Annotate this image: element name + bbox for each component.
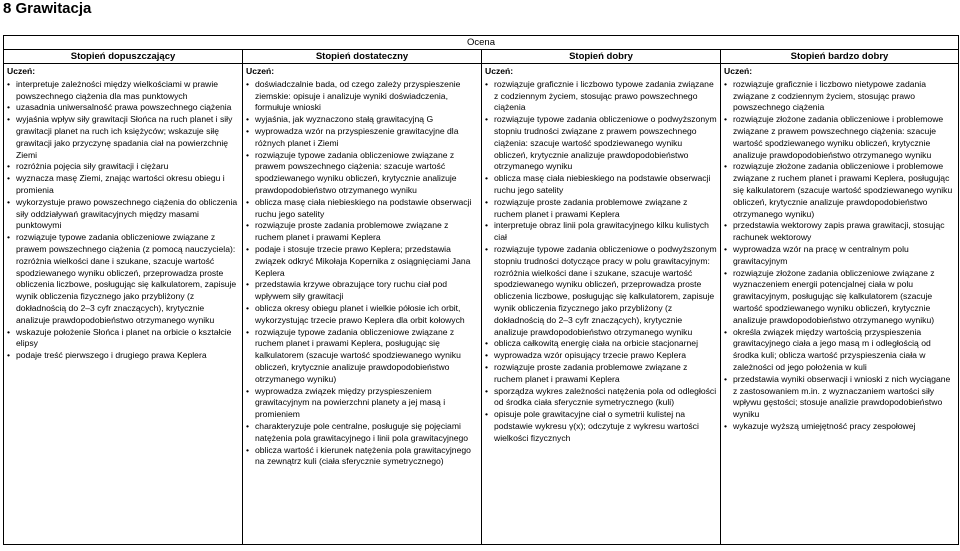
requirement-item: • rozwiązuje graficznie i liczbowo typowe zadania związane z codziennym życiem, stosując prawo powszechnego ciążenia bbox=[485, 79, 717, 114]
requirement-item: • wyjaśnia wpływ siły grawitacji Słońca na ruch planet i siły grawitacji planet na ruch ich księżyców; wskazuje siłę grawitacji jako przyczynę spadania ciał na powierzchnię Ziemi bbox=[7, 114, 239, 161]
requirement-item: • opisuje pole grawitacyjne ciał o symetrii kulistej na podstawie wykresu γ(x); odczytuje z wykresu wartości wielkości fizycznych bbox=[485, 409, 717, 444]
requirement-item: • wyprowadza wzór opisujący trzecie prawo Keplera bbox=[485, 350, 717, 362]
requirements-cell-dostateczny bbox=[243, 64, 482, 545]
requirements-row bbox=[4, 64, 959, 545]
grading-table bbox=[3, 35, 959, 545]
level-header-dostateczny: Stopień dostateczny bbox=[243, 50, 482, 64]
requirement-item: • doświadczalnie bada, od czego zależy przyspieszenie ziemskie: opisuje i analizuje wyniki doświadczenia, formułuje wnioski bbox=[246, 79, 478, 114]
requirement-item: • oblicza masę ciała niebieskiego na podstawie obserwacji ruchu jego satelity bbox=[485, 173, 717, 197]
level-header-dobry: Stopień dobry bbox=[482, 50, 721, 64]
requirements-list bbox=[7, 79, 239, 362]
uczen-label: Uczeń: bbox=[7, 66, 36, 76]
requirement-item: • rozróżnia pojęcia siły grawitacji i ciężaru bbox=[7, 161, 239, 173]
requirement-item: • podaje treść pierwszego i drugiego prawa Keplera bbox=[7, 350, 239, 362]
requirement-item: • sporządza wykres zależności natężenia pola od odległości od środka ciała sferycznie symetrycznego (kuli) bbox=[485, 386, 717, 410]
requirement-item: • wskazuje położenie Słońca i planet na orbicie o kształcie elipsy bbox=[7, 327, 239, 351]
requirement-item: • rozwiązuje złożone zadania obliczeniowe związane z wyznaczeniem energii potencjalnej ciała w polu grawitacyjnym, posługując się kalkulatorem (szacuje wartość spodziewanego wyniku obliczeń, krytycznie analizuje prawdopodobieństwo otrzymanego wyniku) bbox=[724, 268, 955, 327]
requirement-item: • przedstawia wyniki obserwacji i wnioski z nich wyciągane z zastosowaniem m.in. z wyznaczaniem wartości siły wpływu gęstości; stosuje analizie prawdopodobieństwo wyniku bbox=[724, 374, 955, 421]
requirement-item: • rozwiązuje typowe zadania obliczeniowe związane z prawem powszechnego ciążenia (z pomocą nauczyciela): rozróżnia wielkości dane i szukane, szacuje wartość spodziewanego wyniku obliczeń, przeprowadza proste obliczenia liczbowe, posługując się kalkulatorem, zapisuje wynik obliczenia fizycznego jako przybliżony (z dokładnością do 2–3 cyfr znaczących), krytycznie analizuje prawdopodobieństwo otrzymanego wyniku bbox=[7, 232, 239, 326]
ocena-header: Ocena bbox=[4, 36, 959, 50]
requirement-item: • przedstawia wektorowy zapis prawa grawitacji, stosując rachunek wektorowy bbox=[724, 220, 955, 244]
ocena-header-row bbox=[4, 36, 959, 50]
requirement-item: • interpretuje obraz linii pola grawitacyjnego kilku kulistych ciał bbox=[485, 220, 717, 244]
requirement-item: • oblicza całkowitą energię ciała na orbicie stacjonarnej bbox=[485, 338, 717, 350]
requirement-item: • uzasadnia uniwersalność prawa powszechnego ciążenia bbox=[7, 102, 239, 114]
requirements-list bbox=[485, 79, 717, 445]
requirement-item: • wyprowadza związek między przyspieszeniem grawitacyjnym na powierzchni planety a jej masą i promieniem bbox=[246, 386, 478, 421]
requirement-item: • rozwiązuje złożone zadania obliczeniowe i problemowe związane z ruchem planet i prawami Keplera, posługując się kalkulatorem (szacuje wartość spodziewanego wyniku obliczeń, krytycznie analizuje prawdopodobieństwo otrzymanego wyniku) bbox=[724, 161, 955, 220]
requirement-item: • oblicza masę ciała niebieskiego na podstawie obserwacji ruchu jego satelity bbox=[246, 197, 478, 221]
requirement-item: • przedstawia krzywe obrazujące tory ruchu ciał pod wpływem siły grawitacji bbox=[246, 279, 478, 303]
requirement-item: • rozwiązuje typowe zadania obliczeniowe o podwyższonym stopniu trudności dotyczące pracy w polu grawitacyjnym: rozróżnia wielkości dane i szukane, szacuje wartość spodziewanego wyniku obliczeń, przeprowadza proste obliczenia liczbowe, posługując się kalkulatorem, zapisuje wynik obliczenia fizycznego jako przybliżony (z dokładnością do 2–3 cyfr znaczących), krytycznie analizuje prawdopodobieństwo otrzymanego wyniku bbox=[485, 244, 717, 338]
requirements-list bbox=[246, 79, 478, 468]
requirement-item: • rozwiązuje graficznie i liczbowo nietypowe zadania związane z codziennym życiem, stosując prawo powszechnego ciążenia bbox=[724, 79, 955, 114]
requirement-item: • interpretuje zależności między wielkościami w prawie powszechnego ciążenia dla mas punktowych bbox=[7, 79, 239, 103]
levels-header-row bbox=[4, 50, 959, 64]
requirement-item: • rozwiązuje proste zadania problemowe związane z ruchem planet i prawami Keplera bbox=[485, 197, 717, 221]
requirements-cell-dobry bbox=[482, 64, 721, 545]
requirements-cell-bardzo-dobry bbox=[721, 64, 959, 545]
requirement-item: • wyznacza masę Ziemi, znając wartości okresu obiegu i promienia bbox=[7, 173, 239, 197]
requirement-item: • wyprowadza wzór na pracę w centralnym polu grawitacyjnym bbox=[724, 244, 955, 268]
level-header-dopuszczajacy: Stopień dopuszczający bbox=[4, 50, 243, 64]
uczen-label: Uczeń: bbox=[724, 66, 753, 76]
uczen-label: Uczeń: bbox=[246, 66, 275, 76]
requirement-item: • wykazuje wyższą umiejętność pracy zespołowej bbox=[724, 421, 955, 433]
requirement-item: • wyprowadza wzór na przyspieszenie grawitacyjne dla różnych planet i Ziemi bbox=[246, 126, 478, 150]
uczen-label: Uczeń: bbox=[485, 66, 514, 76]
requirements-list bbox=[724, 79, 955, 433]
requirement-item: • rozwiązuje złożone zadania obliczeniowe i problemowe związane z prawem powszechnego ciążenia: szacuje wartość spodziewanego wyniku obliczeń, krytycznie analizuje prawdopodobieństwo otrzymanego wyniku bbox=[724, 114, 955, 161]
requirement-item: • rozwiązuje typowe zadania obliczeniowe o podwyższonym stopniu trudności związane z prawem powszechnego ciążenia: szacuje wartość spodziewanego wyniku obliczeń, krytycznie analizuje prawdopodobieństwo otrzymanego wyniku bbox=[485, 114, 717, 173]
requirements-cell-dopuszczajacy bbox=[4, 64, 243, 545]
requirement-item: • rozwiązuje typowe zadania obliczeniowe związane z prawem powszechnego ciążenia: szacuje wartość spodziewanego wyniku obliczeń, krytycznie analizuje prawdopodobieństwo otrzymanego wyniku bbox=[246, 150, 478, 197]
requirement-item: • oblicza okresy obiegu planet i wielkie półosie ich orbit, wykorzystując trzecie prawo Keplera dla orbit kołowych bbox=[246, 303, 478, 327]
page-title: 8 Grawitacja bbox=[3, 0, 92, 17]
requirement-item: • wyjaśnia, jak wyznaczono stałą grawitacyjną G bbox=[246, 114, 478, 126]
level-header-bardzo-dobry: Stopień bardzo dobry bbox=[721, 50, 959, 64]
requirement-item: • rozwiązuje proste zadania problemowe związane z ruchem planet i prawami Keplera bbox=[246, 220, 478, 244]
requirement-item: • oblicza wartość i kierunek natężenia pola grawitacyjnego na zewnątrz kuli (ciała sferycznie symetrycznego) bbox=[246, 445, 478, 469]
requirement-item: • podaje i stosuje trzecie prawo Keplera; przedstawia związek odkryć Mikołaja Kopernika z osiągnięciami Jana Keplera bbox=[246, 244, 478, 279]
requirement-item: • rozwiązuje typowe zadania obliczeniowe związane z ruchem planet i prawami Keplera, posługując się kalkulatorem (szacuje wartość spodziewanego wyniku obliczeń, krytycznie analizuje prawdopodobieństwo otrzymanego wyniku) bbox=[246, 327, 478, 386]
requirement-item: • określa związek między wartością przyspieszenia grawitacyjnego ciała a jego masą m i odległością od środka kuli; oblicza wartość przyspieszenia ciała w zależności od jego położenia w kuli bbox=[724, 327, 955, 374]
requirement-item: • charakteryzuje pole centralne, posługuje się pojęciami natężenia pola grawitacyjnego i linii pola grawitacyjnego bbox=[246, 421, 478, 445]
requirement-item: • wykorzystuje prawo powszechnego ciążenia do obliczenia siły oddziaływań grawitacyjnych między masami punktowymi bbox=[7, 197, 239, 232]
requirement-item: • rozwiązuje proste zadania problemowe związane z ruchem planet i prawami Keplera bbox=[485, 362, 717, 386]
